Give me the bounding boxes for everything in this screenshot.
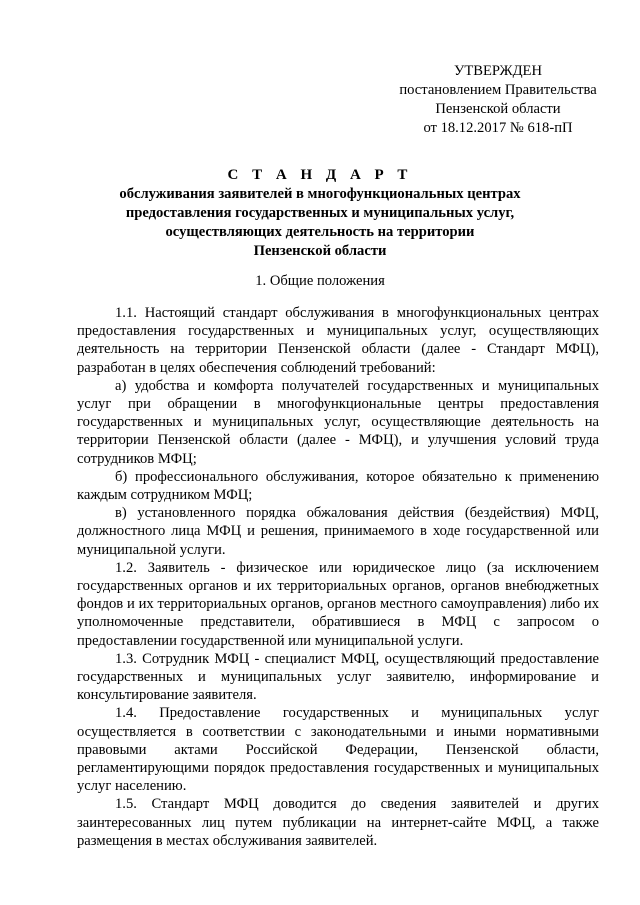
document-title [60,166,580,261]
approval-stamp [388,62,608,138]
paragraph-1-1: 1.1. Настоящий стандарт обслуживания в многофункциональных центрах предоставления государственных и муниципальных услуг, осуществляющих деятельность на территории Пензенской области (далее - Стандарт МФЦ), разработан в целях обеспечения соблюдений требований: [77,305,599,376]
section-heading: 1. Общие положения [255,273,385,289]
paragraph-1-3: 1.3. Сотрудник МФЦ - специалист МФЦ, осуществляющий предоставление государственных и муниципальных услуг заявителю, информирование и консультирование заявителя. [77,650,599,704]
approval-label: УТВЕРЖДЕН [454,63,542,79]
title-heading: С Т А Н Д А Р Т [227,167,413,183]
document-body [77,304,599,850]
paragraph-1-2: 1.2. Заявитель - физическое или юридическое лицо (за исключением государственных органов и их территориальных органов, органов внебюджетных фондов и их территориальных органов, органов местного самоуправления) либо их уполномоченные представители, обратившиеся в МФЦ с запросом о предоставлении государственной или муниципальной услуги. [77,559,599,649]
title-line-2: предоставления государственных и муниципальных услуг, [125,205,515,221]
title-line-1: обслуживания заявителей в многофункциональных центрах [119,186,521,202]
paragraph-item-b: б) профессионального обслуживания, которое обязательно к применению каждым сотрудником МФЦ; [77,468,599,504]
title-line-3: осуществляющих деятельность на территории [165,224,475,240]
paragraph-item-c: в) установленного порядка обжалования действия (бездействия) МФЦ, должностного лица МФЦ и решения, принимаемого в ходе государственной или муниципальной услуги. [77,505,599,558]
approval-region: Пензенской области [435,101,561,117]
approval-by: постановлением Правительства [399,82,597,98]
paragraph-1-5: 1.5. Стандарт МФЦ доводится до сведения заявителей и других заинтересованных лиц путем публикации на интернет-сайте МФЦ, а также размещения в местах обслуживания заявителей. [77,796,599,849]
approval-date-number: от 18.12.2017 № 618-пП [423,120,573,136]
title-line-4: Пензенской области [253,243,387,259]
paragraph-1-4: 1.4. Предоставление государственных и муниципальных услуг осуществляется в соответствии с законодательными и иными нормативными правовыми актами Российской Федерации, Пензенской области, регламентирующими порядок предоставления государственных и муниципальных услуг населению. [77,705,599,795]
paragraph-item-a: а) удобства и комфорта получателей государственных и муниципальных услуг при обращении в многофункциональные центры предоставления государственных и муниципальных услуг, осуществляющие деятельность на территории Пензенской области (далее - МФЦ), и улучшения условий труда сотрудников МФЦ; [77,377,599,467]
